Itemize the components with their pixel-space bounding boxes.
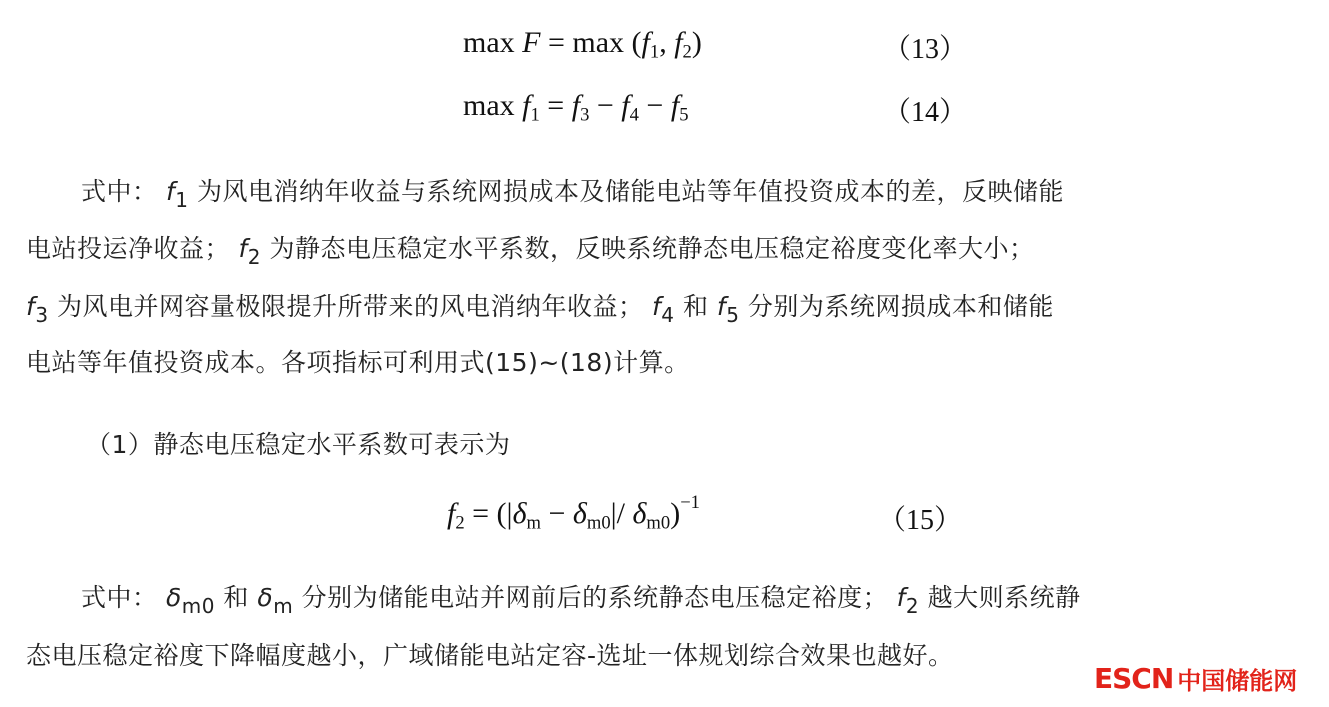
text: 式中： <box>81 177 158 206</box>
equation-14-number: （14） <box>883 97 968 128</box>
text: 和 <box>674 292 717 321</box>
eq-text: max <box>463 26 523 59</box>
eq-text: − <box>540 497 573 530</box>
math-sub: 4 <box>661 303 675 327</box>
eq-text: max <box>463 89 523 122</box>
eq-var: f <box>571 89 581 122</box>
eq-var: f <box>621 89 630 122</box>
text: 电站投运净收益； <box>26 234 231 263</box>
section-heading: （1）静态电压稳定水平系数可表示为 <box>86 430 511 459</box>
math-var: f <box>165 177 176 206</box>
equation-13 <box>463 26 702 63</box>
math-var: f <box>716 292 727 321</box>
math-sub: 3 <box>35 303 49 327</box>
logo-cn-text: 中国储能网 <box>1177 666 1298 695</box>
math-sub: 2 <box>247 245 262 269</box>
text: 和 <box>214 583 258 612</box>
eq-sub: 1 <box>649 41 660 63</box>
math-sub: 2 <box>905 594 920 618</box>
eq-sub: m0 <box>646 512 671 534</box>
math-var: δ <box>165 583 182 612</box>
eq-var: δ <box>632 497 647 530</box>
eq-sub: 3 <box>580 104 590 126</box>
eq-var: f <box>670 89 680 122</box>
paragraph2-line1 <box>26 578 1081 618</box>
text: 为风电并网容量极限提升所带来的风电消纳年收益； <box>48 292 644 321</box>
math-var: f <box>651 292 662 321</box>
equation-15 <box>447 492 700 534</box>
eq-sub: m <box>526 512 541 534</box>
paragraph1-line1 <box>26 172 1064 212</box>
eq-sub: m0 <box>586 512 611 534</box>
eq-text: = <box>539 89 572 122</box>
eq-var: f <box>674 26 683 59</box>
paragraph1-line2 <box>26 229 1035 269</box>
math-sub: 5 <box>726 303 740 327</box>
equation-15-number: （15） <box>878 505 963 536</box>
eq-text: = (| <box>464 497 513 530</box>
equation-13-number: （13） <box>883 34 968 65</box>
eq-var: F <box>522 26 541 59</box>
math-var: f <box>238 234 248 263</box>
eq-text: − <box>638 89 671 122</box>
math-sub: 1 <box>175 188 189 212</box>
text: 为静态电压稳定水平系数，反映系统静态电压稳定裕度变化率大小； <box>261 234 1035 263</box>
escn-logo <box>1094 660 1297 696</box>
paragraph1-line3 <box>26 287 1054 327</box>
eq-text: ) <box>691 26 702 59</box>
logo-en-text: ESCN <box>1094 661 1174 695</box>
math-var: f <box>26 292 36 321</box>
eq-text: , <box>659 26 675 59</box>
text: 越大则系统静 <box>919 583 1081 612</box>
text: 分别为储能电站并网前后的系统静态电压稳定裕度； <box>293 583 889 612</box>
eq-text: = max ( <box>540 26 642 59</box>
eq-var: f <box>641 26 650 59</box>
paragraph2-line2: 态电压稳定裕度下降幅度越小，广域储能电站定容-选址一体规划综合效果也越好。 <box>26 641 954 670</box>
math-sub: m0 <box>181 594 215 618</box>
eq-text: |/ <box>610 497 633 530</box>
eq-var: f <box>522 89 531 122</box>
eq-sub: 2 <box>682 41 692 63</box>
eq-sub: 2 <box>455 512 465 534</box>
eq-sup: −1 <box>680 492 700 514</box>
eq-sub: 4 <box>629 104 639 126</box>
eq-sub: 5 <box>679 104 689 126</box>
eq-text: ) <box>670 497 681 530</box>
eq-var: δ <box>512 497 527 530</box>
math-var: δ <box>257 583 274 612</box>
paragraph1-line4: 电站等年值投资成本。各项指标可利用式(15)~(18)计算。 <box>26 348 690 377</box>
text: 分别为系统网损成本和储能 <box>739 292 1054 321</box>
text: 为风电消纳年收益与系统网损成本及储能电站等年值投资成本的差，反映储能 <box>188 177 1064 206</box>
eq-sub: 1 <box>530 104 540 126</box>
eq-var: f <box>447 497 456 530</box>
eq-text: − <box>589 89 622 122</box>
text: 式中： <box>81 583 158 612</box>
math-sub: m <box>273 594 294 618</box>
math-var: f <box>896 583 906 612</box>
equation-14 <box>463 89 689 126</box>
eq-var: δ <box>572 497 587 530</box>
